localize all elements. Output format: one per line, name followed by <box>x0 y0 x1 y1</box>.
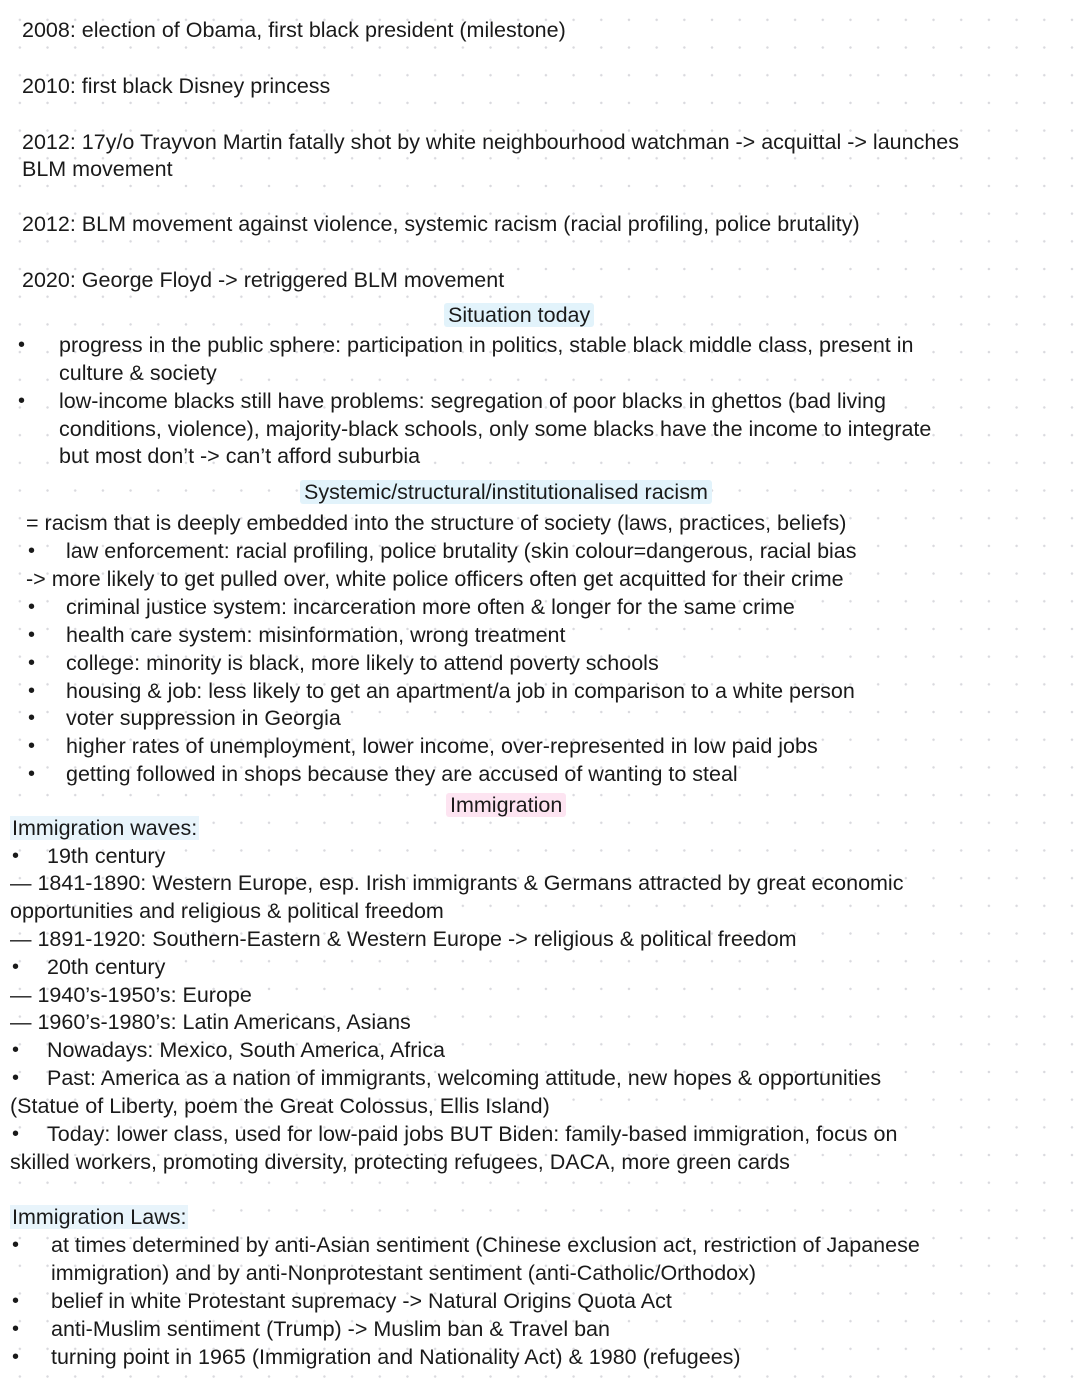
bullet-icon: • <box>28 680 36 702</box>
immigration-laws-heading-text: Immigration Laws: <box>12 1205 187 1229</box>
law-item: belief in white Protestant supremacy -> Natural Origins Quota Act <box>51 1289 672 1313</box>
situation-line: progress in the public sphere: participation in politics, stable black middle class, present in <box>59 333 914 357</box>
immigration-line: 19th century <box>47 844 166 868</box>
bullet-icon: • <box>28 596 36 618</box>
law-item-cont: immigration) and by anti-Nonprotestant sentiment (anti-Catholic/Orthodox) <box>51 1261 757 1285</box>
law-item: anti-Muslim sentiment (Trump) -> Muslim ban & Travel ban <box>51 1317 610 1341</box>
bullet-icon: • <box>18 390 26 412</box>
racism-item: criminal justice system: incarceration more often & longer for the same crime <box>66 595 795 619</box>
racism-heading-text: Systemic/structural/institutionalised racism <box>300 480 712 504</box>
section-heading-situation <box>444 301 594 329</box>
bullet-icon: • <box>12 1290 20 1312</box>
racism-item: health care system: misinformation, wrong treatment <box>66 623 566 647</box>
racism-item: law enforcement: racial profiling, police brutality (skin colour=dangerous, racial bias <box>66 539 857 563</box>
racism-item: higher rates of unemployment, lower income, over-represented in low paid jobs <box>66 734 818 758</box>
bullet-icon: • <box>12 1067 20 1089</box>
immigration-line: — 1960’s-1980’s: Latin Americans, Asians <box>10 1010 411 1034</box>
timeline-2020: 2020: George Floyd -> retriggered BLM movement <box>22 268 505 292</box>
timeline-2012-trayvon-cont: BLM movement <box>22 157 173 181</box>
racism-definition: = racism that is deeply embedded into the structure of society (laws, practices, beliefs) <box>26 511 847 535</box>
immigration-line: (Statue of Liberty, poem the Great Colossus, Ellis Island) <box>10 1094 550 1118</box>
situation-heading-text: Situation today <box>444 303 594 327</box>
section-heading-immigration <box>446 791 566 819</box>
bullet-icon: • <box>28 540 36 562</box>
bullet-icon: • <box>28 763 36 785</box>
situation-line: conditions, violence), majority-black schools, only some blacks have the income to integrate <box>59 417 932 441</box>
timeline-2012-blm: 2012: BLM movement against violence, systemic racism (racial profiling, police brutality) <box>22 212 860 236</box>
timeline-2012-trayvon: 2012: 17y/o Trayvon Martin fatally shot by white neighbourhood watchman -> acquittal -> launches <box>22 130 959 154</box>
bullet-icon: • <box>28 624 36 646</box>
racism-item: housing & job: less likely to get an apartment/a job in comparison to a white person <box>66 679 855 703</box>
bullet-icon: • <box>18 334 26 356</box>
situation-line: but most don’t -> can’t afford suburbia <box>59 444 421 468</box>
situation-line: low-income blacks still have problems: segregation of poor blacks in ghettos (bad living <box>59 389 886 413</box>
immigration-line: — 1940’s-1950’s: Europe <box>10 983 252 1007</box>
bullet-icon: • <box>12 845 20 867</box>
situation-line: culture & society <box>59 361 217 385</box>
racism-item: getting followed in shops because they are accused of wanting to steal <box>66 762 738 786</box>
law-item: turning point in 1965 (Immigration and Nationality Act) & 1980 (refugees) <box>51 1345 741 1369</box>
immigration-line: Past: America as a nation of immigrants, welcoming attitude, new hopes & opportunities <box>47 1066 882 1090</box>
bullet-icon: • <box>28 735 36 757</box>
racism-item: voter suppression in Georgia <box>66 706 341 730</box>
immigration-line: — 1841-1890: Western Europe, esp. Irish immigrants & Germans attracted by great economic <box>10 871 904 895</box>
immigration-heading-text: Immigration <box>446 793 566 817</box>
immigration-line: opportunities and religious & political freedom <box>10 899 444 923</box>
immigration-line: Nowadays: Mexico, South America, Africa <box>47 1038 445 1062</box>
bullet-icon: • <box>28 652 36 674</box>
law-item: at times determined by anti-Asian sentiment (Chinese exclusion act, restriction of Japanese <box>51 1233 920 1257</box>
bullet-icon: • <box>12 1234 20 1256</box>
immigration-laws-heading <box>10 1203 188 1231</box>
bullet-icon: • <box>12 1123 20 1145</box>
racism-item-cont: -> more likely to get pulled over, white police officers often get acquitted for their crime <box>26 567 844 591</box>
bullet-icon: • <box>12 1318 20 1340</box>
section-heading-racism <box>300 478 712 506</box>
timeline-2008: 2008: election of Obama, first black president (milestone) <box>22 18 566 42</box>
immigration-waves-heading-text: Immigration waves: <box>12 816 198 840</box>
bullet-icon: • <box>12 1346 20 1368</box>
immigration-line: — 1891-1920: Southern-Eastern & Western Europe -> religious & political freedom <box>10 927 797 951</box>
immigration-waves-heading <box>10 814 199 842</box>
bullet-icon: • <box>28 707 36 729</box>
bullet-icon: • <box>12 956 20 978</box>
timeline-2010: 2010: first black Disney princess <box>22 74 331 98</box>
immigration-line: skilled workers, promoting diversity, protecting refugees, DACA, more green cards <box>10 1150 790 1174</box>
racism-item: college: minority is black, more likely to attend poverty schools <box>66 651 659 675</box>
bullet-icon: • <box>12 1039 20 1061</box>
immigration-line: Today: lower class, used for low-paid jobs BUT Biden: family-based immigration, focus on <box>47 1122 898 1146</box>
immigration-line: 20th century <box>47 955 166 979</box>
